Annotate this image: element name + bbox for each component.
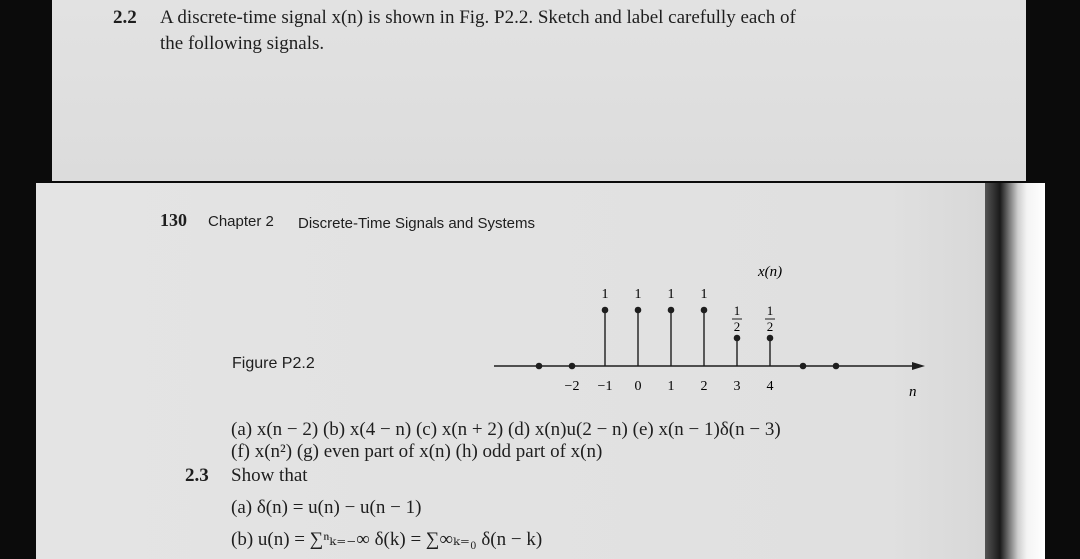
- problem-2-2-statement-line2: the following signals.: [160, 33, 325, 54]
- tick-label-2: 0: [634, 379, 642, 394]
- stem-dot-2: [602, 307, 609, 314]
- stem-dot-1: [569, 363, 576, 370]
- stem-dot-0: [536, 363, 543, 370]
- problem-2-3-part-b: (b) u(n) = ∑ⁿₖ₌₋∞ δ(k) = ∑∞ₖ₌₀ δ(n − k): [231, 529, 543, 550]
- tick-label-4: 2: [700, 379, 708, 394]
- stem-dot-5: [701, 307, 708, 314]
- axis-variable-label: n: [909, 384, 917, 400]
- tick-label-0: −2: [564, 379, 580, 394]
- stem-value-label-5: 1: [700, 287, 708, 302]
- stem-dot-6: [734, 335, 741, 342]
- stem-value-label-2: 1: [601, 287, 609, 302]
- stem-dot-9: [833, 363, 840, 370]
- signal-name-label: x(n): [758, 264, 783, 280]
- stem-dot-3: [635, 307, 642, 314]
- tick-label-6: 4: [766, 379, 774, 394]
- problem-2-2-parts-line2: (f) x(n²) (g) even part of x(n) (h) odd part of x(n): [231, 441, 603, 462]
- stem-dot-8: [800, 363, 807, 370]
- stem-value-label-4: 1: [667, 287, 675, 302]
- page-number: 130: [160, 210, 187, 230]
- stem-group: [536, 287, 840, 369]
- stem-dot-7: [767, 335, 774, 342]
- axis-arrowhead: [912, 362, 925, 370]
- tick-label-group: [565, 379, 774, 394]
- problem-2-3-intro: Show that: [231, 465, 308, 486]
- stem-fraction-denominator-7: 2: [766, 319, 774, 334]
- problem-2-2-statement-line1: A discrete-time signal x(n) is shown in Fig. P2.2. Sketch and label carefully each of: [160, 7, 796, 28]
- tick-label-5: 3: [733, 379, 741, 394]
- stem-fraction-numerator-6: 1: [733, 303, 741, 318]
- problem-2-3-part-a: (a) δ(n) = u(n) − u(n − 1): [231, 497, 422, 518]
- chapter-title: Discrete-Time Signals and Systems: [298, 215, 536, 232]
- problem-number-2-3: 2.3: [185, 465, 209, 486]
- figure-label: Figure P2.2: [232, 355, 315, 372]
- problem-2-2-parts-line1: (a) x(n − 2) (b) x(4 − n) (c) x(n + 2) (d) x(n)u(2 − n) (e) x(n − 1)δ(n − 3): [231, 419, 781, 440]
- stem-fraction-numerator-7: 1: [766, 303, 774, 318]
- chapter-label: Chapter 2: [208, 213, 274, 230]
- stem-dot-4: [668, 307, 675, 314]
- stem-value-label-3: 1: [634, 287, 642, 302]
- stem-fraction-denominator-6: 2: [733, 319, 741, 334]
- tick-label-3: 1: [667, 379, 675, 394]
- tick-label-1: −1: [597, 379, 613, 394]
- problem-number-2-2: 2.2: [113, 7, 137, 28]
